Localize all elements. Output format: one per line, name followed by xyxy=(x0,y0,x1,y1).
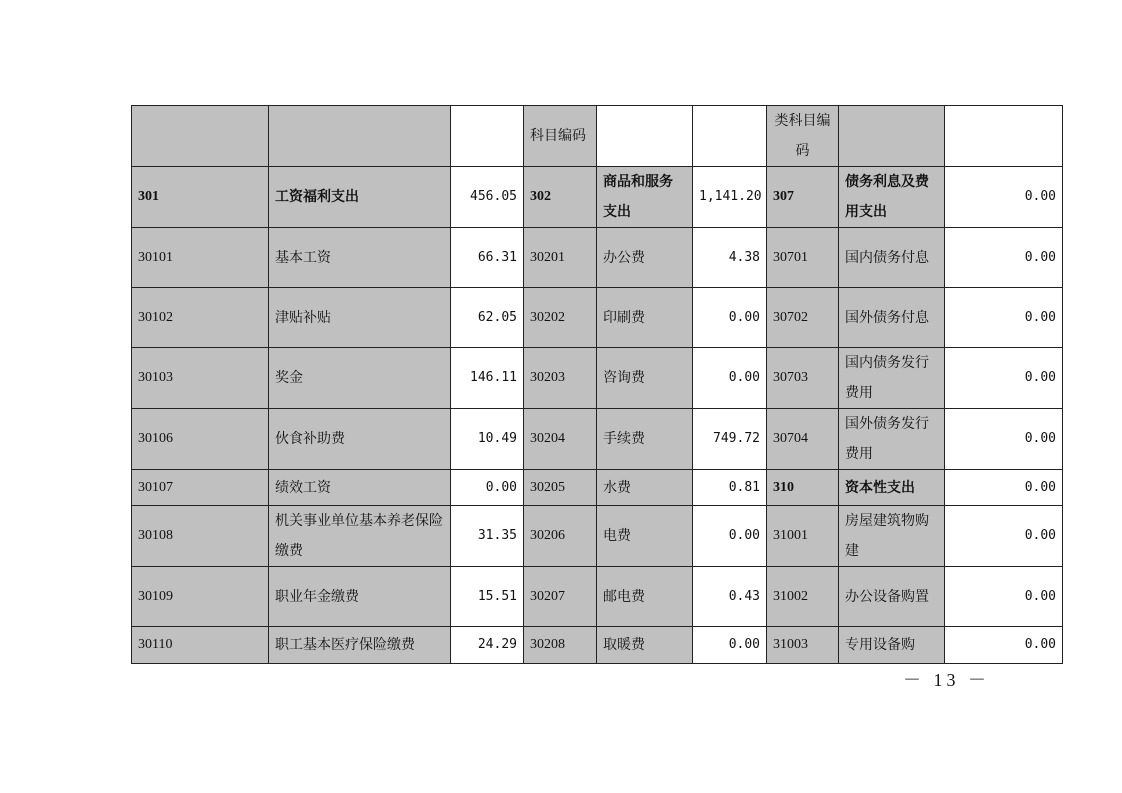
name-cell: 咨询费 xyxy=(597,348,693,409)
table-row xyxy=(132,506,1063,567)
name-cell: 伙食补助费 xyxy=(269,409,451,470)
amount-cell: 0.00 xyxy=(945,409,1063,470)
amount-cell: 10.49 xyxy=(451,409,524,470)
code-cell: 30110 xyxy=(132,627,269,664)
amount-cell: 0.00 xyxy=(945,288,1063,348)
name-cell: 电费 xyxy=(597,506,693,567)
code-cell: 30202 xyxy=(524,288,597,348)
name-cell: 专用设备购 xyxy=(839,627,945,664)
code-cell: 30205 xyxy=(524,470,597,506)
code-cell: 30101 xyxy=(132,228,269,288)
name-cell: 印刷费 xyxy=(597,288,693,348)
code-cell: 31001 xyxy=(767,506,839,567)
table-row xyxy=(132,470,1063,506)
name-cell: 债务利息及费用支出 xyxy=(839,167,945,228)
table-row xyxy=(132,288,1063,348)
amount-cell: 1,141.20 xyxy=(693,167,767,228)
code-cell: 302 xyxy=(524,167,597,228)
amount-cell: 4.38 xyxy=(693,228,767,288)
header-cell-1 xyxy=(132,106,269,167)
amount-cell: 0.00 xyxy=(693,288,767,348)
amount-cell: 62.05 xyxy=(451,288,524,348)
name-cell: 津贴补贴 xyxy=(269,288,451,348)
table-row xyxy=(132,627,1063,664)
code-cell: 30103 xyxy=(132,348,269,409)
code-cell: 301 xyxy=(132,167,269,228)
table-row xyxy=(132,409,1063,470)
name-cell: 邮电费 xyxy=(597,567,693,627)
name-cell: 基本工资 xyxy=(269,228,451,288)
amount-cell: 456.05 xyxy=(451,167,524,228)
code-cell: 310 xyxy=(767,470,839,506)
name-cell: 绩效工资 xyxy=(269,470,451,506)
code-cell: 30203 xyxy=(524,348,597,409)
code-cell: 30702 xyxy=(767,288,839,348)
amount-cell: 146.11 xyxy=(451,348,524,409)
code-cell: 31003 xyxy=(767,627,839,664)
header-cell-3 xyxy=(451,106,524,167)
amount-cell: 31.35 xyxy=(451,506,524,567)
code-cell: 30102 xyxy=(132,288,269,348)
code-cell: 30106 xyxy=(132,409,269,470)
header-cell-6 xyxy=(693,106,767,167)
name-cell: 取暖费 xyxy=(597,627,693,664)
table-row xyxy=(132,228,1063,288)
amount-cell: 15.51 xyxy=(451,567,524,627)
code-cell: 307 xyxy=(767,167,839,228)
header-subject-code: 科目编码 xyxy=(524,106,597,167)
amount-cell: 0.00 xyxy=(945,348,1063,409)
header-cell-5 xyxy=(597,106,693,167)
name-cell: 工资福利支出 xyxy=(269,167,451,228)
name-cell: 国外债务发行费用 xyxy=(839,409,945,470)
amount-cell: 749.72 xyxy=(693,409,767,470)
name-cell: 国内债务发行费用 xyxy=(839,348,945,409)
code-cell: 30107 xyxy=(132,470,269,506)
name-cell: 机关事业单位基本养老保险缴费 xyxy=(269,506,451,567)
name-cell: 办公设备购置 xyxy=(839,567,945,627)
name-cell: 手续费 xyxy=(597,409,693,470)
code-cell: 30108 xyxy=(132,506,269,567)
name-cell: 资本性支出 xyxy=(839,470,945,506)
amount-cell: 0.00 xyxy=(945,627,1063,664)
code-cell: 30207 xyxy=(524,567,597,627)
header-cell-2 xyxy=(269,106,451,167)
amount-cell: 0.00 xyxy=(945,506,1063,567)
name-cell: 奖金 xyxy=(269,348,451,409)
amount-cell: 0.81 xyxy=(693,470,767,506)
name-cell: 水费 xyxy=(597,470,693,506)
name-cell: 国外债务付息 xyxy=(839,288,945,348)
amount-cell: 66.31 xyxy=(451,228,524,288)
budget-table xyxy=(131,105,1063,664)
header-cell-8 xyxy=(839,106,945,167)
code-cell: 31002 xyxy=(767,567,839,627)
name-cell: 办公费 xyxy=(597,228,693,288)
code-cell: 30703 xyxy=(767,348,839,409)
amount-cell: 0.00 xyxy=(693,348,767,409)
amount-cell: 0.00 xyxy=(451,470,524,506)
header-row xyxy=(132,106,1063,167)
code-cell: 30201 xyxy=(524,228,597,288)
code-cell: 30204 xyxy=(524,409,597,470)
amount-cell: 0.00 xyxy=(693,506,767,567)
code-cell: 30701 xyxy=(767,228,839,288)
name-cell: 职业年金缴费 xyxy=(269,567,451,627)
table-row xyxy=(132,167,1063,228)
name-cell: 职工基本医疗保险缴费 xyxy=(269,627,451,664)
name-cell: 商品和服务支出 xyxy=(597,167,693,228)
amount-cell: 0.00 xyxy=(693,627,767,664)
amount-cell: 24.29 xyxy=(451,627,524,664)
code-cell: 30206 xyxy=(524,506,597,567)
amount-cell: 0.43 xyxy=(693,567,767,627)
amount-cell: 0.00 xyxy=(945,228,1063,288)
code-cell: 30109 xyxy=(132,567,269,627)
page-number: － 13 － xyxy=(903,670,990,690)
header-category-code: 类科目编码 xyxy=(767,106,839,167)
amount-cell: 0.00 xyxy=(945,567,1063,627)
code-cell: 30704 xyxy=(767,409,839,470)
table-row xyxy=(132,567,1063,627)
table-row xyxy=(132,348,1063,409)
amount-cell: 0.00 xyxy=(945,470,1063,506)
amount-cell: 0.00 xyxy=(945,167,1063,228)
name-cell: 国内债务付息 xyxy=(839,228,945,288)
header-cell-9 xyxy=(945,106,1063,167)
code-cell: 30208 xyxy=(524,627,597,664)
name-cell: 房屋建筑物购建 xyxy=(839,506,945,567)
